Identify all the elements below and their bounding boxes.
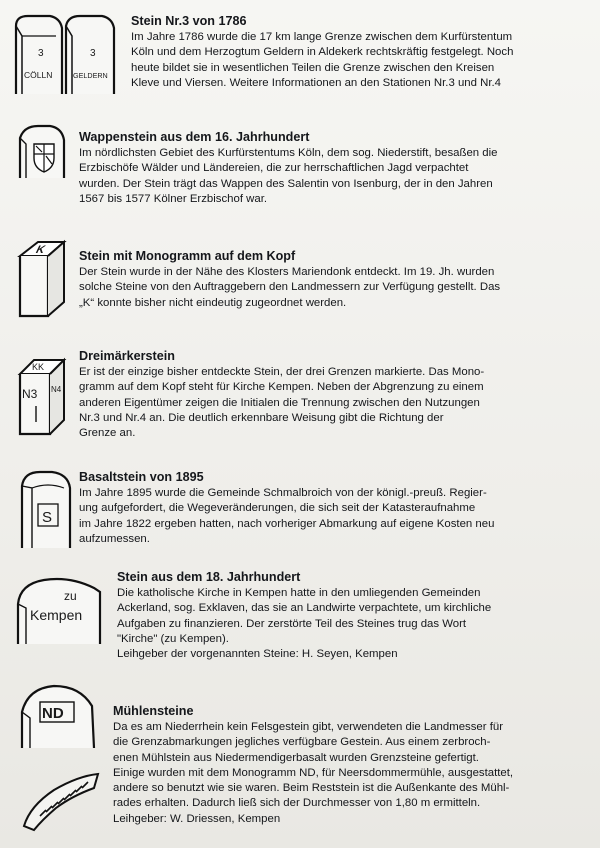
- stone1-right-name: GELDERN: [73, 71, 108, 80]
- basalt-stone-drawing: [18, 468, 74, 550]
- entry-text: Er ist der einzige bisher entdeckte Stein, der drei Grenzen markierte. Das Mono- gramm auf dem Kopf steht für Kirche Kempen. Neben der Abgrenzung zu einem anderen Eigentümer zeigen die Initialen die Trennung zwischen den Nutzungen Nr.3 und Nr.4 an. Die deutlich erkennbare Weisung gibt die Richtung der Grenze an.: [79, 366, 485, 440]
- entry-text: Da es am Niederrhein kein Felsgestein gibt, verwendeten die Landmesser für die Grenzabmarkungen jegliches verfügbare Gestein. Aus einem zerbroch- enen Mühlstein aus Niedermendigerbasalt wurden Grenzsteine gefertigt. Einige wurden mit dem Monogramm ND, für Neersdommermühle, ausgestattet, andere so benutzt wie sie waren. Beim Reststein ist die Außenkante des Mühl- rades erhalten. Dadurch ließ sich der Durchmesser von 1,80 m ermitteln. Leihgeber: W. Driessen, Kempen: [113, 721, 514, 825]
- entry-dreimaerkerstein: [79, 349, 597, 441]
- entry-title: Wappenstein aus dem 16. Jahrhundert: [79, 130, 310, 144]
- entry-stein-nr3: [131, 14, 597, 91]
- monogram-stone-drawing: [14, 238, 68, 318]
- entry-text: Der Stein wurde in der Nähe des Klosters Mariendonk entdeckt. Im 19. Jh. wurden solche Steine von den Auftraggebern den Landmessern zur Verfügung gestellt. Das „K“ konnte bisher nicht eindeutig zugeordnet werden.: [79, 266, 501, 309]
- stone6-line2: Kempen: [30, 607, 83, 623]
- entry-title: Basaltstein von 1895: [79, 470, 204, 484]
- entry-monogramm: [79, 249, 597, 311]
- millstone-nd-drawing: [18, 682, 98, 750]
- stone4-top-letters: KK: [32, 362, 45, 372]
- three-border-stone-drawing: [14, 356, 68, 436]
- entry-title: Stein mit Monogramm auf dem Kopf: [79, 249, 296, 263]
- entry-title: Mühlensteine: [113, 704, 194, 718]
- stone6-line1: zu: [64, 589, 77, 603]
- stone5-front-letter: S: [42, 509, 53, 526]
- coat-of-arms-stone-drawing: [16, 124, 68, 180]
- entry-title: Dreimärkerstein: [79, 349, 175, 363]
- entry-text: Im Jahre 1786 wurde die 17 km lange Grenze zwischen dem Kurfürstentum Köln und dem Herzogtum Geldern in Aldekerk rechtskräftig festgelegt. Noch heute bildet sie in wesentlichen Teilen die Grenze zwischen den Kreisen Kleve und Viersen. Weitere Informationen an den Stationen Nr.3 und Nr.4: [131, 31, 514, 89]
- entry-text: Im Jahre 1895 wurde die Gemeinde Schmalbroich von der königl.-preuß. Regier- ung aufgefordert, die Wegeveränderungen, die sich seit der Katasteraufnahme im Jahre 1822 ergeben hatten, nach vorheriger Abmarkung auf eigene Kosten neu aufzumessen.: [79, 487, 495, 545]
- stone1-left-name: CÖLLN: [24, 70, 53, 80]
- entry-basaltstein: [79, 470, 597, 547]
- entry-text: Die katholische Kirche in Kempen hatte in den umliegenden Gemeinden Ackerland, sog. Exklaven, das sie an Landwirte verpachtete, um kirchliche Aufgaben zu finanzieren. Der zerstörte Teil des Steines trug das Wort "Kirche" (zu Kempen). Leihgeber der vorgenannten Steine: H. Seyen, Kempen: [117, 587, 492, 661]
- entry-title: Stein aus dem 18. Jahrhundert: [117, 570, 301, 584]
- stone1-left-number: 3: [38, 48, 44, 59]
- stone7-front-monogram: ND: [42, 705, 64, 722]
- entry-text: Im nördlichsten Gebiet des Kurfürstentums Köln, dem sog. Niederstift, besaßen die Erzbischöfe Wälder und Ländereien, die zur herrschaftlichen Jagd verpachtet wurden. Der Stein trägt das Wappen des Salentin von Isenburg, der in den Jahren 1567 bis 1577 Kölner Erzbischof war.: [79, 147, 498, 205]
- boundary-stone-1786-drawing: [10, 12, 118, 96]
- entry-stein-18-jh: [117, 570, 597, 662]
- millstone-fragment-drawing: [20, 770, 102, 832]
- stone1-right-number: 3: [90, 48, 96, 59]
- stone3-top-letter: K: [33, 244, 47, 256]
- entry-title: Stein Nr.3 von 1786: [131, 14, 247, 28]
- entry-wappenstein: [79, 130, 597, 207]
- stone4-side-label: N4: [51, 385, 62, 394]
- kempen-stone-drawing: [14, 574, 104, 646]
- entry-muehlensteine: [113, 704, 597, 827]
- stone4-front-label: N3: [22, 387, 38, 401]
